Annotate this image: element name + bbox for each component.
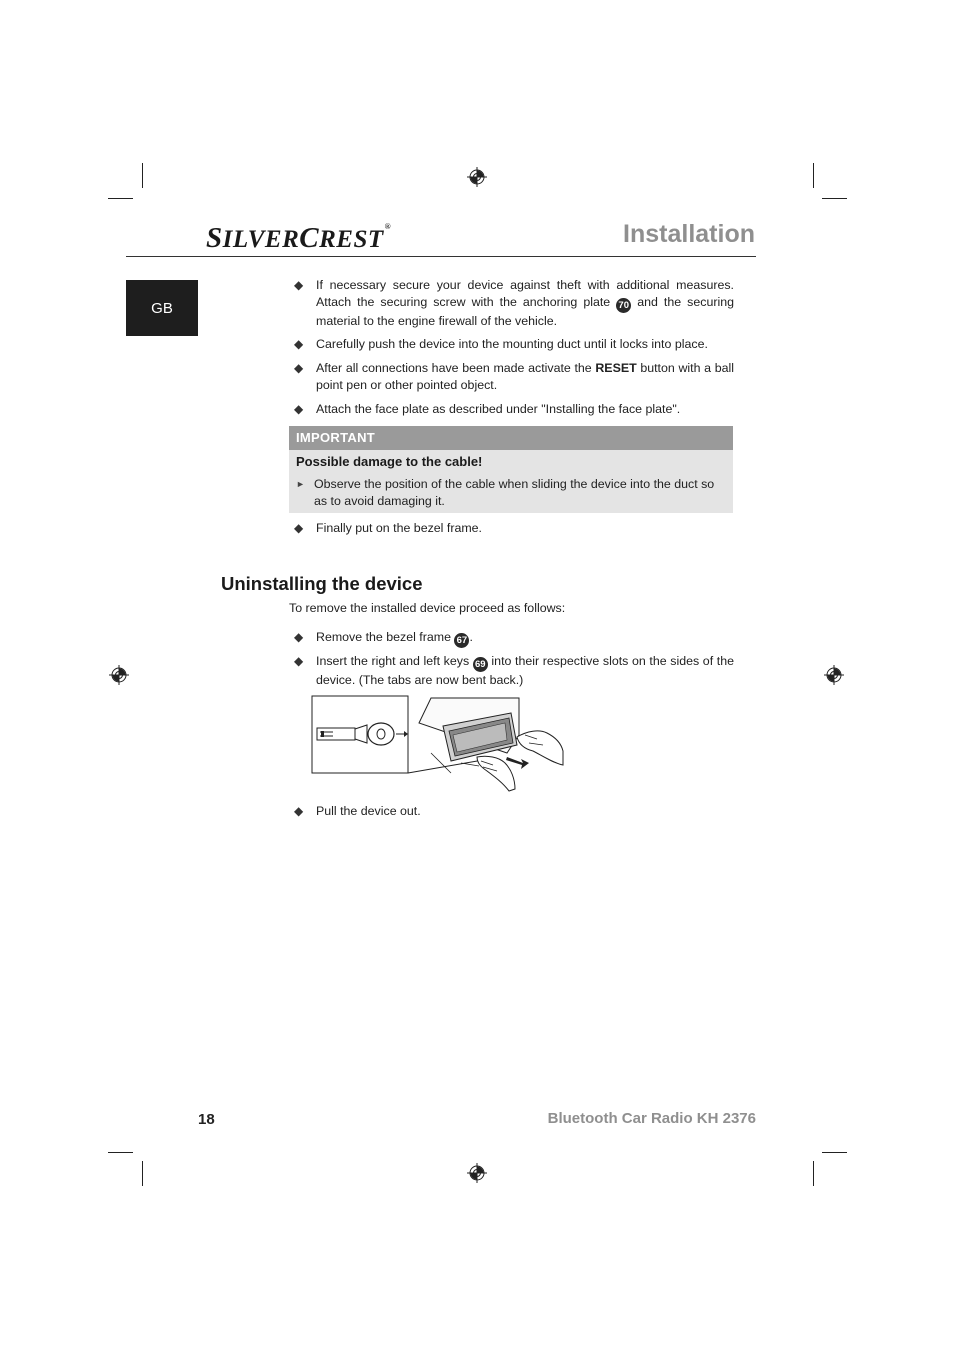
reset-label: RESET bbox=[595, 361, 637, 375]
section-heading: Uninstalling the device bbox=[221, 573, 423, 594]
important-box bbox=[289, 450, 733, 513]
bullet-diamond-icon: ◆ bbox=[294, 630, 304, 644]
bullet-diamond-icon: ◆ bbox=[294, 361, 304, 375]
crop-mark bbox=[822, 1152, 847, 1153]
registration-mark-icon bbox=[467, 167, 487, 187]
product-name: Bluetooth Car Radio KH 2376 bbox=[547, 1110, 756, 1127]
list-item: ◆ Remove the bezel frame 67 . bbox=[294, 630, 473, 646]
bullet-diamond-icon: ◆ bbox=[294, 278, 304, 292]
page-title: Installation bbox=[623, 220, 755, 248]
bullet-diamond-icon: ◆ bbox=[294, 654, 304, 668]
list-item: ◆ Attach the face plate as described under "Installing the face plate". bbox=[294, 402, 681, 416]
important-item: ► Observe the position of the cable when sliding the device into the duct so as to avoid damaging it. bbox=[296, 477, 715, 508]
list-item: ◆ If necessary secure your device against theft with additional measures. Attach the securing screw with the anchoring plate 70 and the securing material to the engine firewall of the vehicle. bbox=[294, 278, 734, 328]
reference-number-badge: 69 bbox=[473, 657, 488, 672]
list-item: ◆ Insert the right and left keys 69 into their respective slots on the sides of the device. (The tabs are now bent back.) bbox=[294, 654, 734, 687]
list-item: ◆ After all connections have been made activate the RESET button with a ball point pen or other pointed object. bbox=[294, 361, 734, 392]
crop-mark bbox=[142, 163, 143, 188]
crop-mark bbox=[813, 1161, 814, 1186]
reference-number-badge: 70 bbox=[616, 298, 631, 313]
arrow-right-icon: ► bbox=[296, 479, 305, 489]
header-divider bbox=[126, 256, 756, 257]
brand-logo: SILVERCREST® bbox=[206, 222, 392, 254]
list-item: ◆ Carefully push the device into the mounting duct until it locks into place. bbox=[294, 337, 708, 351]
crop-mark bbox=[822, 198, 847, 199]
important-header: IMPORTANT bbox=[289, 426, 733, 450]
crop-mark bbox=[108, 1152, 133, 1153]
important-subtitle: Possible damage to the cable! bbox=[296, 454, 483, 469]
language-tab: GB bbox=[126, 280, 198, 336]
intro-text: To remove the installed device proceed as follows: bbox=[289, 601, 566, 615]
registration-mark-icon bbox=[467, 1163, 487, 1183]
bullet-diamond-icon: ◆ bbox=[294, 337, 304, 351]
bullet-diamond-icon: ◆ bbox=[294, 804, 304, 818]
list-item: ◆ Finally put on the bezel frame. bbox=[294, 521, 482, 535]
list-item: ◆ Pull the device out. bbox=[294, 804, 421, 818]
crop-mark bbox=[813, 163, 814, 188]
crop-mark bbox=[142, 1161, 143, 1186]
removal-keys-illustration bbox=[311, 693, 565, 793]
bullet-diamond-icon: ◆ bbox=[294, 521, 304, 535]
reference-number-badge: 67 bbox=[454, 633, 469, 648]
page-number: 18 bbox=[198, 1111, 215, 1128]
crop-mark bbox=[108, 198, 133, 199]
registration-mark-icon bbox=[824, 665, 844, 685]
bullet-diamond-icon: ◆ bbox=[294, 402, 304, 416]
registration-mark-icon bbox=[109, 665, 129, 685]
